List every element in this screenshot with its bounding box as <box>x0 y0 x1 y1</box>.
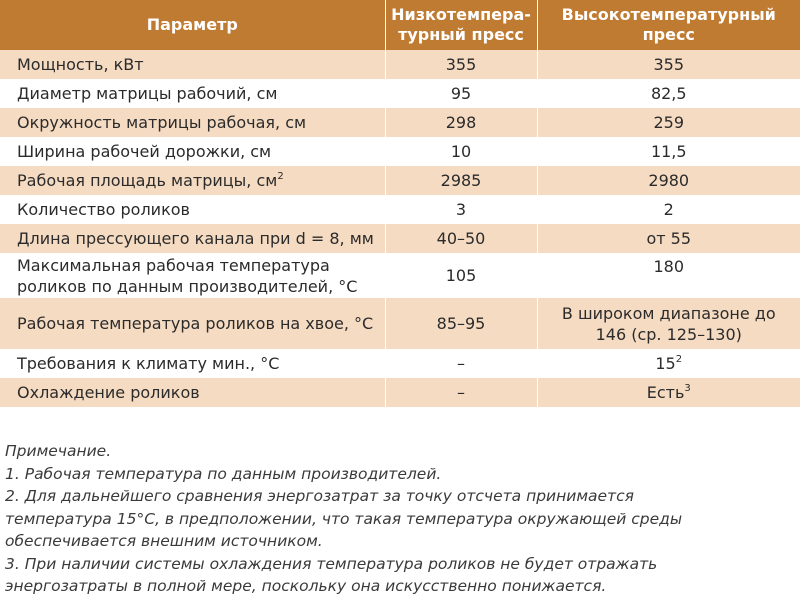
row-high-value: 2 <box>537 195 800 224</box>
row-high-value <box>537 378 800 407</box>
row-high-line2: 146 (ср. 125–130) <box>595 324 742 344</box>
header-low-line1: Низкотемпера- <box>391 5 531 24</box>
row-low-value: – <box>385 378 537 407</box>
note-line: 2. Для дальнейшего сравнения энергозатрат за точку отсчета принимается <box>5 487 634 505</box>
header-low-temp-press <box>385 0 537 50</box>
table-row <box>0 108 800 137</box>
table-row <box>0 378 800 407</box>
row-high-line1: В широком диапазоне до <box>561 303 776 323</box>
row-low-value: 3 <box>385 195 537 224</box>
table-row <box>0 166 800 195</box>
table-row <box>0 298 800 349</box>
row-param: Охлаждение роликов <box>0 378 385 407</box>
table-header <box>0 0 800 50</box>
header-low-line2: турный пресс <box>398 25 524 44</box>
row-high-value <box>537 298 800 349</box>
row-param: Диаметр матрицы рабочий, см <box>0 79 385 108</box>
row-high-text: 15 <box>655 354 676 373</box>
row-high-value: 2980 <box>537 166 800 195</box>
row-param-line2: роликов по данным производителей, °С <box>17 276 358 296</box>
table-row <box>0 224 800 253</box>
row-high-text: Есть <box>646 383 685 402</box>
row-high-value: 355 <box>537 50 800 79</box>
row-low-value: – <box>385 349 537 378</box>
table-row <box>0 349 800 378</box>
row-high-value: от 55 <box>537 224 800 253</box>
row-low-value: 10 <box>385 137 537 166</box>
note-line: энергозатраты в полной мере, поскольку она искусственно понижается. <box>5 577 607 595</box>
table-row <box>0 253 800 298</box>
row-param-line1: Максимальная рабочая температура <box>17 255 330 275</box>
header-high-temp-press: Высокотемпературный пресс <box>537 0 800 50</box>
row-param-text: Рабочая площадь матрицы, см <box>17 171 278 190</box>
table-row <box>0 195 800 224</box>
row-param <box>0 166 385 195</box>
note-line: 1. Рабочая температура по данным производителей. <box>5 464 442 483</box>
row-param: Длина прессующего канала при d = 8, мм <box>0 224 385 253</box>
row-high-value: 11,5 <box>537 137 800 166</box>
row-low-value: 85–95 <box>385 298 537 349</box>
row-param: Окружность матрицы рабочая, см <box>0 108 385 137</box>
row-param <box>0 253 385 298</box>
row-high-value: 259 <box>537 108 800 137</box>
row-low-value: 95 <box>385 79 537 108</box>
table-row <box>0 50 800 79</box>
footnotes <box>5 440 795 598</box>
row-param: Ширина рабочей дорожки, см <box>0 137 385 166</box>
row-high-value: 82,5 <box>537 79 800 108</box>
row-high-value <box>537 349 800 378</box>
note-line: температура 15°С, в предположении, что такая температура окружающей среды <box>5 509 683 528</box>
row-high-value: 180 <box>537 253 800 298</box>
note-line: 3. При наличии системы охлаждения температура роликов не будет отражать <box>5 554 658 573</box>
row-param: Требования к климату мин., °С <box>0 349 385 378</box>
note-title: Примечание. <box>5 442 112 460</box>
row-low-value: 355 <box>385 50 537 79</box>
table-row <box>0 137 800 166</box>
row-param: Мощность, кВт <box>0 50 385 79</box>
row-low-value: 298 <box>385 108 537 137</box>
superscript: 2 <box>675 353 683 365</box>
superscript: 3 <box>684 382 691 394</box>
row-param: Количество роликов <box>0 195 385 224</box>
row-low-value: 40–50 <box>385 224 537 253</box>
row-param: Рабочая температура роликов на хвое, °С <box>0 298 385 349</box>
row-low-value: 2985 <box>385 166 537 195</box>
header-param: Параметр <box>0 0 385 50</box>
note-line: обеспечивается внешним источником. <box>5 532 323 550</box>
table-row <box>0 79 800 108</box>
row-low-value: 105 <box>385 253 537 298</box>
superscript: 2 <box>277 170 284 182</box>
